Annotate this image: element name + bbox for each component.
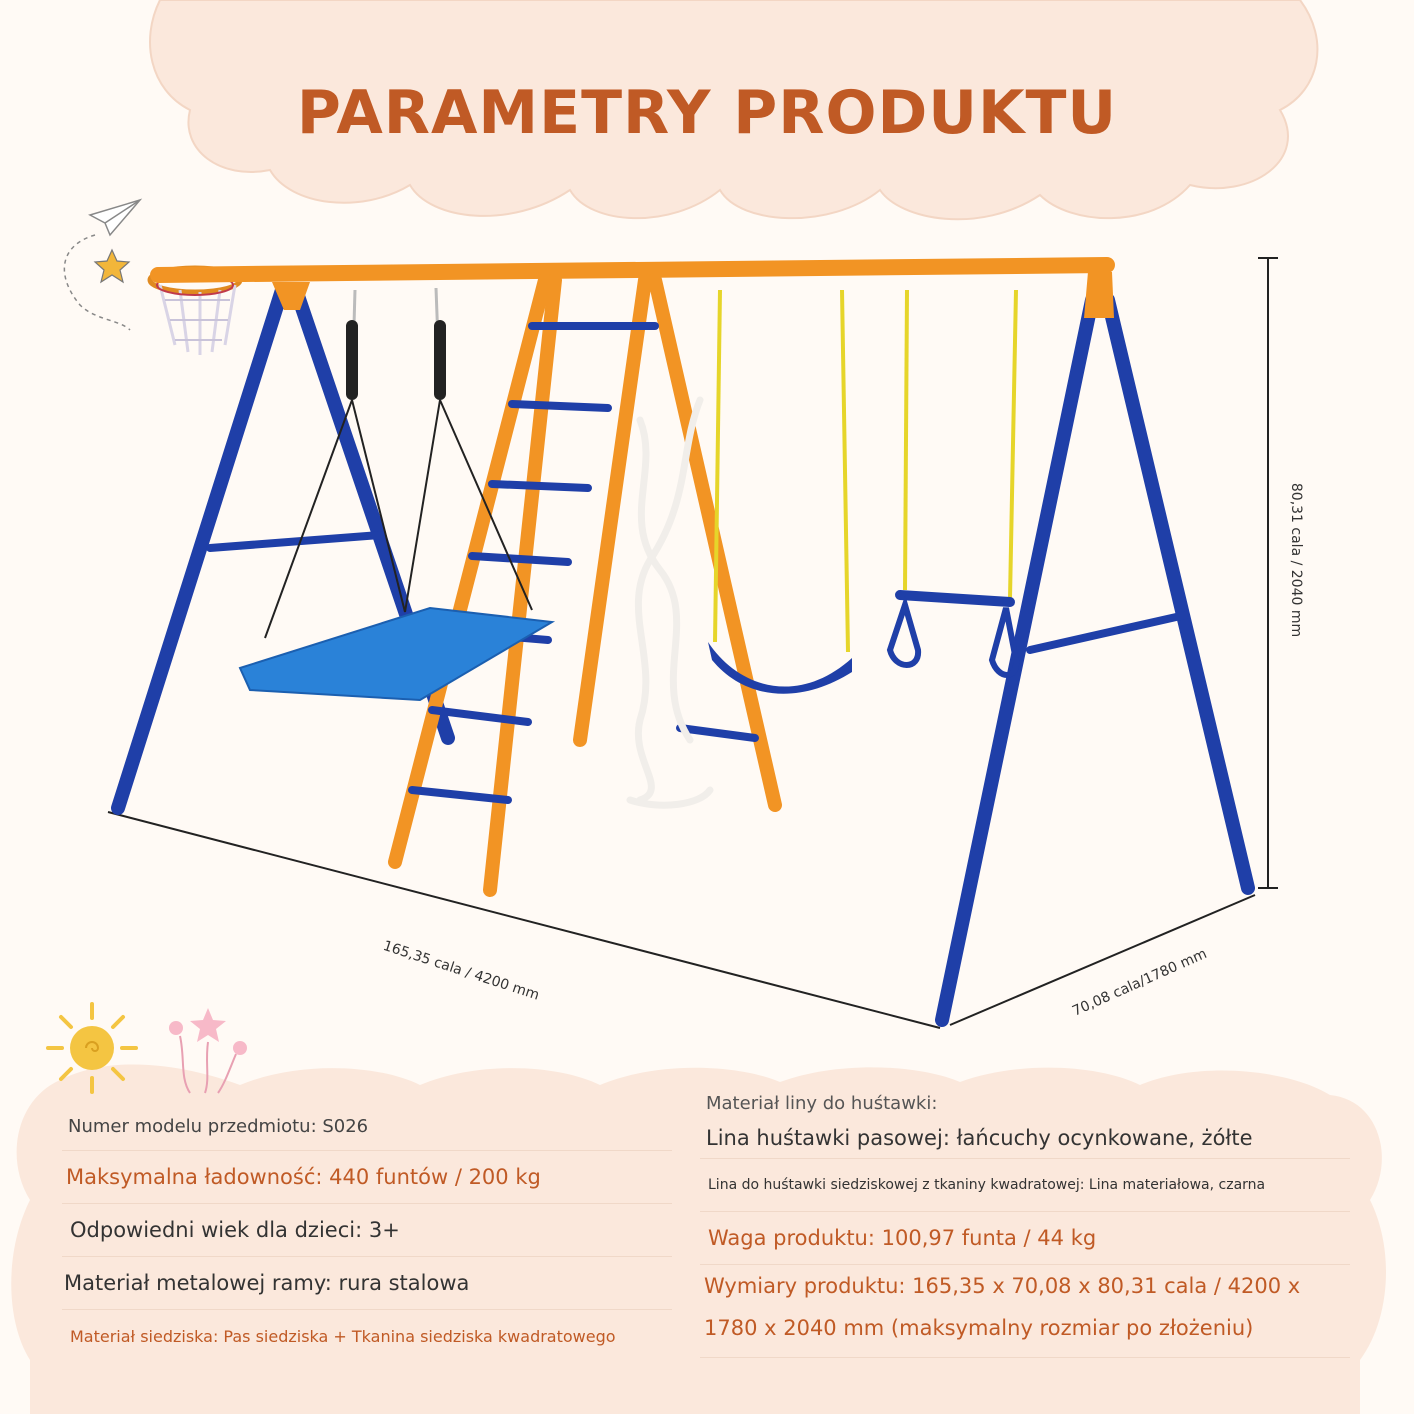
width-dimension-label: 165,35 cala / 4200 mm: [381, 938, 542, 1004]
square-swing: [240, 288, 552, 700]
max-load: Maksymalna ładowność: 440 funtów / 200 kg: [62, 1151, 672, 1204]
belt-swing-rope: Lina huśtawki pasowej: łańcuchy ocynkowane, żółte: [700, 1118, 1350, 1159]
product-dimensions: Wymiary produktu: 165,35 x 70,08 x 80,31 cala / 4200 x 1780 x 2040 mm (maksymalny rozmiar po złożeniu): [700, 1265, 1350, 1358]
top-beam: [150, 257, 1115, 283]
age-range: Odpowiedni wiek dla dzieci: 3+: [62, 1204, 672, 1257]
sun-icon: [48, 1004, 136, 1092]
product-weight: Waga produktu: 100,97 funta / 44 kg: [700, 1212, 1350, 1265]
depth-dimension-label: 70,08 cala/1780 mm: [1070, 945, 1210, 1020]
trapeze-bar: [890, 290, 1016, 675]
flower-icon: [169, 1008, 247, 1093]
swing-set-illustration: [0, 180, 1414, 1050]
decor-group: [40, 998, 280, 1098]
right-a-frame: [942, 300, 1248, 1020]
square-swing-rope: Lina do huśtawki siedziskowej z tkaniny kwadratowej: Lina materiałowa, czarna: [700, 1159, 1350, 1212]
dimension-lines: [108, 258, 1278, 1028]
specs-left-column: [62, 1102, 672, 1362]
rope-material-heading: Materiał liny do huśtawki:: [706, 1092, 938, 1114]
model-number: Numer modelu przedmiotu: S026: [62, 1102, 672, 1151]
height-dimension-label: 80,31 cala / 2040 mm: [1288, 482, 1304, 638]
left-a-frame: [118, 290, 448, 808]
specs-right-column: [700, 1088, 1350, 1358]
seat-material: Materiał siedziska: Pas siedziska + Tkanina siedziska kwadratowego: [70, 1326, 616, 1346]
page-title: PARAMETRY PRODUKTU: [296, 78, 1118, 148]
frame-material: Materiał metalowej ramy: rura stalowa: [62, 1257, 672, 1310]
